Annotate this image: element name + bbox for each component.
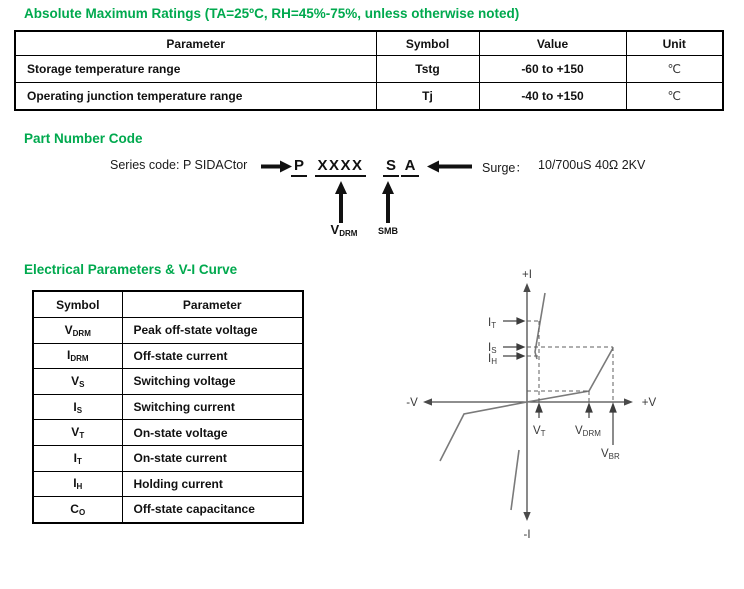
col-header-value: Value: [479, 31, 626, 56]
left-arrow-icon: [427, 160, 472, 173]
ratings-header-row: [15, 31, 723, 56]
table-row: [33, 369, 303, 395]
col-header-symbol: Symbol: [33, 291, 122, 318]
table-row: [33, 318, 303, 344]
cell-parameter: On-state current: [122, 445, 303, 471]
col-header-symbol: Symbol: [376, 31, 479, 56]
curve-label-is: IS: [488, 342, 497, 355]
dashed-guides: [527, 321, 613, 402]
right-arrow-icon: [261, 160, 292, 173]
section-title-electrical-parameters: Electrical Parameters & V-I Curve: [24, 262, 238, 277]
col-header-parameter: Parameter: [122, 291, 303, 318]
cell-value: -60 to +150: [479, 56, 626, 83]
section-title-part-number-code: Part Number Code: [24, 131, 143, 146]
table-row: [33, 445, 303, 471]
table-row: [33, 394, 303, 420]
vi-curve-diagram: [398, 258, 662, 548]
cell-value: -40 to +150: [479, 83, 626, 111]
series-code-label: Series code: P SIDACtor: [110, 158, 248, 172]
curve-label-it: IT: [488, 317, 497, 330]
cell-unit: ℃: [626, 83, 723, 111]
surge-value: 10/700uS 40Ω 2KV: [538, 158, 646, 172]
axis-label-plus-i: +I: [522, 269, 532, 281]
table-row: [33, 420, 303, 446]
section-title-absolute-maximum-ratings: Absolute Maximum Ratings (TA=25ºC, RH=45%-75%, unless otherwise noted): [24, 6, 520, 21]
curve-label-ih: IH: [488, 353, 497, 366]
axis-label-plus-v: +V: [641, 397, 657, 409]
curve-label-vdrm: VDRM: [575, 425, 601, 438]
vdrm-callout-label: $V_{DRM}$: [330, 222, 358, 238]
ratings-table: [14, 30, 724, 111]
cell-symbol: $I_T$: [33, 445, 122, 471]
table-row: [15, 83, 723, 111]
up-arrow-icon: [335, 181, 347, 223]
cell-parameter: Operating junction temperature range: [15, 83, 376, 111]
smb-callout-label: SMB: [378, 226, 398, 236]
pointer-arrows: [503, 318, 616, 445]
code-letter-a: A: [401, 157, 419, 177]
cell-symbol: $V_{DRM}$: [33, 318, 122, 344]
cell-symbol: $I_H$: [33, 471, 122, 497]
cell-parameter: Storage temperature range: [15, 56, 376, 83]
code-letters-xxxx: XXXX: [315, 157, 366, 177]
cell-symbol: Tj: [376, 83, 479, 111]
cell-parameter: Switching current: [122, 394, 303, 420]
curve-label-vt: VT: [533, 425, 546, 438]
code-letter-s: S: [383, 157, 399, 177]
cell-parameter: Off-state current: [122, 343, 303, 369]
cell-parameter: Holding current: [122, 471, 303, 497]
electrical-table: [32, 290, 304, 524]
cell-symbol: $V_S$: [33, 369, 122, 395]
cell-parameter: On-state voltage: [122, 420, 303, 446]
surge-label: Surge：: [482, 161, 528, 175]
table-row: [33, 343, 303, 369]
cell-unit: ℃: [626, 56, 723, 83]
curve-label-vbr: VBR: [601, 448, 620, 461]
cell-symbol: $V_T$: [33, 420, 122, 446]
table-row: [33, 497, 303, 523]
table-row: [33, 471, 303, 497]
cell-symbol: $I_{DRM}$: [33, 343, 122, 369]
code-letter-p: P: [291, 157, 307, 177]
axis-label-minus-i: -I: [523, 529, 531, 541]
cell-symbol: $I_S$: [33, 394, 122, 420]
cell-parameter: Off-state capacitance: [122, 497, 303, 523]
electrical-header-row: [33, 291, 303, 318]
cell-parameter: Switching voltage: [122, 369, 303, 395]
col-header-parameter: Parameter: [15, 31, 376, 56]
cell-parameter: Peak off-state voltage: [122, 318, 303, 344]
table-row: [15, 56, 723, 83]
cell-symbol: $C_O$: [33, 497, 122, 523]
up-arrow-icon: [382, 181, 394, 223]
axis-label-minus-v: -V: [406, 397, 418, 409]
cell-symbol: Tstg: [376, 56, 479, 83]
col-header-unit: Unit: [626, 31, 723, 56]
